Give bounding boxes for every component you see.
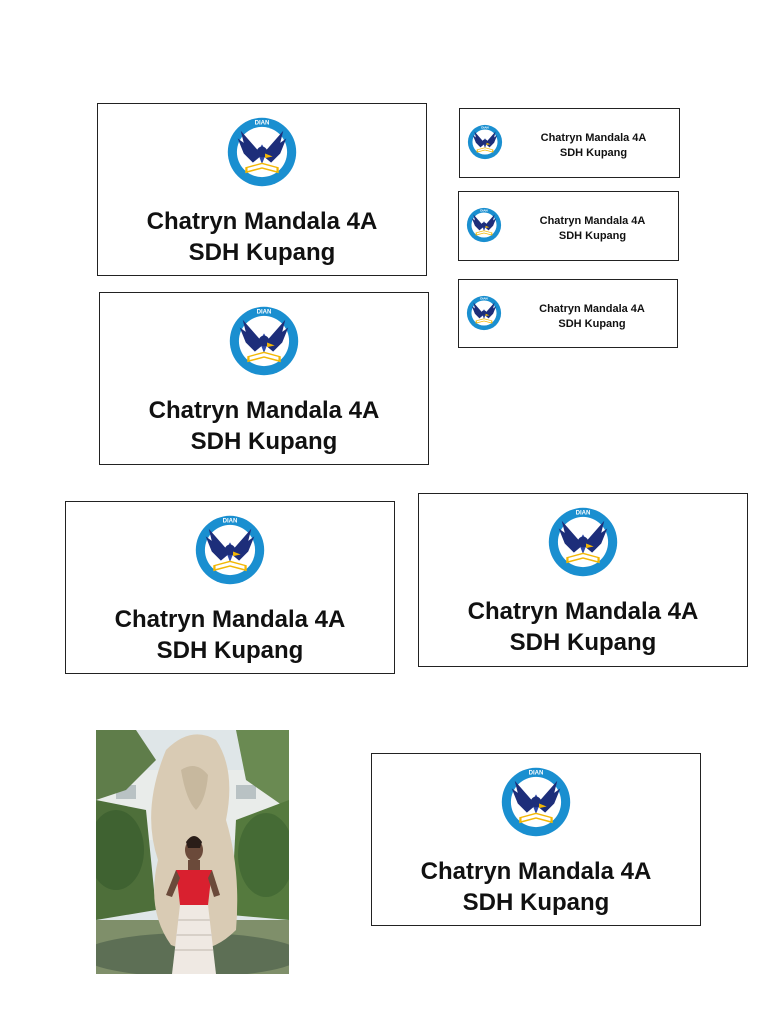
student-photo-image xyxy=(96,730,289,974)
school-name: SDH Kupang xyxy=(156,637,304,665)
school-name: SDH Kupang xyxy=(190,428,338,456)
label-text xyxy=(372,856,700,918)
student-photo xyxy=(96,730,289,974)
school-logo-icon xyxy=(465,206,503,244)
student-name: Chatryn Mandala 4A xyxy=(539,215,646,227)
name-label-3 xyxy=(65,501,395,674)
school-name: SDH Kupang xyxy=(558,229,627,242)
small-label-1 xyxy=(459,108,680,178)
school-name: SDH Kupang xyxy=(462,889,610,917)
student-name: Chatryn Mandala 4A xyxy=(539,303,645,315)
name-label-4 xyxy=(418,493,748,667)
student-name: Chatryn Mandala 4A xyxy=(467,598,699,625)
label-text xyxy=(98,206,426,268)
school-logo-icon xyxy=(465,294,503,332)
label-text xyxy=(508,131,679,161)
school-logo-icon xyxy=(498,764,574,840)
label-text xyxy=(507,214,678,244)
student-name: Chatryn Mandala 4A xyxy=(114,606,346,633)
label-text xyxy=(100,395,428,457)
name-label-5 xyxy=(371,753,701,926)
small-label-3 xyxy=(458,279,678,348)
school-logo-icon xyxy=(192,512,268,588)
label-text xyxy=(507,302,677,332)
school-name: SDH Kupang xyxy=(558,317,626,330)
school-logo-icon xyxy=(466,123,504,161)
school-name: SDH Kupang xyxy=(559,146,628,159)
school-name: SDH Kupang xyxy=(188,239,336,267)
school-logo-icon xyxy=(545,504,621,580)
name-label-1 xyxy=(97,103,427,276)
student-name: Chatryn Mandala 4A xyxy=(148,397,380,424)
student-name: Chatryn Mandala 4A xyxy=(146,208,378,235)
label-text xyxy=(419,596,747,658)
small-label-2 xyxy=(458,191,679,261)
school-logo-icon xyxy=(226,303,302,379)
name-label-2 xyxy=(99,292,429,465)
label-text xyxy=(66,604,394,666)
student-name: Chatryn Mandala 4A xyxy=(540,132,647,144)
school-logo-icon xyxy=(224,114,300,190)
student-name: Chatryn Mandala 4A xyxy=(420,858,652,885)
school-name: SDH Kupang xyxy=(509,629,657,657)
